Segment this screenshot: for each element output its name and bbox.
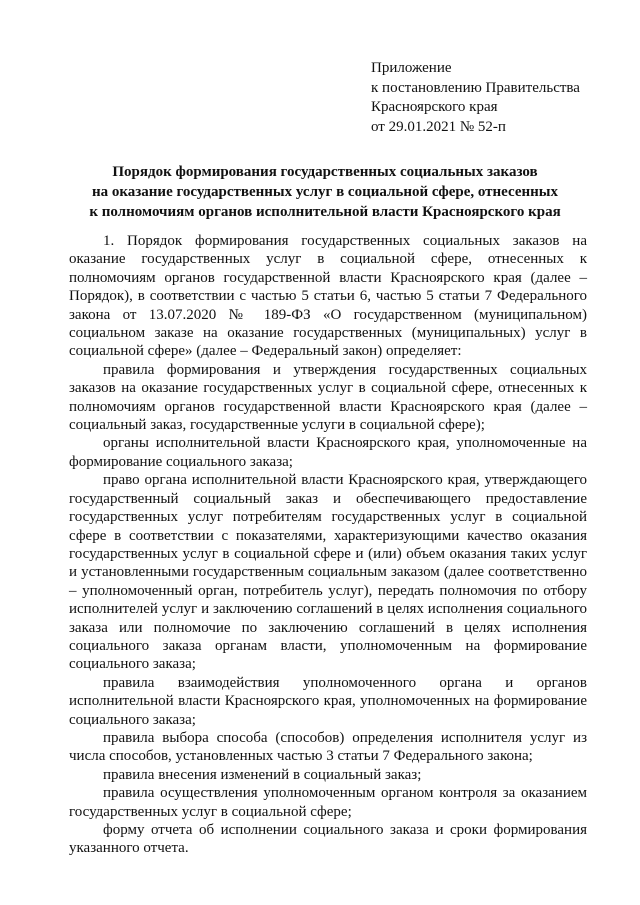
appendix-line-2: к постановлению Правительства xyxy=(371,79,580,96)
appendix-header xyxy=(371,59,621,137)
title-line-2: на оказание государственных услуг в социальной сфере, отнесенных xyxy=(91,184,559,200)
appendix-line-3: Красноярского края xyxy=(371,99,498,115)
paragraph-4: право органа исполнительной власти Красноярского края, утверждающего государственный социальный заказ и обеспечивающего предоставление государственных услуг потребителям государственных услуг в социальной сфере в соответствии с показателями, характеризующими качество оказания государственных услуг в социальной сфере и (или) объем оказания таких услуг и установленными государственным социальным заказом (далее соответственно – уполномоченный орган, потребитель услуг), передать полномочия по отбору исполнителей услуг и заключению соглашений в целях исполнения социального заказа или полномочие по заключению соглашений в целях исполнения социального заказа органам власти, уполномоченным на формирование социального заказа; xyxy=(69,472,587,673)
document-title xyxy=(60,162,590,222)
paragraph-5: правила взаимодействия уполномоченного органа и органов исполнительной власти Красноярского края, уполномоченных на формирование социального заказа; xyxy=(69,674,587,728)
appendix-line-1: Приложение xyxy=(371,60,452,76)
paragraph-1: 1. Порядок формирования государственных социальных заказов на оказание государственных услуг в социальной сфере, отнесенных к полномочиям органов государственной власти Красноярского края (далее – Порядок), в соответствии с частью 5 статьи 6, частью 5 статьи 7 Федерального закона от 13.07.2020 № 189-ФЗ «О государственном (муниципальном) социальном заказе на оказание государственных (муниципальных) услуг в социальной сфере» (далее – Федеральный закон) определяет: xyxy=(69,233,587,360)
paragraph-2: правила формирования и утверждения государственных социальных заказов на оказание государственных услуг в социальной сфере, отнесенных к полномочиям органов государственной власти Красноярского края (далее – социальный заказ, государственные услуги в социальной сфере); xyxy=(69,361,587,434)
title-line-1: Порядок формирования государственных социальных заказов xyxy=(112,164,538,180)
paragraph-8: правила осуществления уполномоченным органом контроля за оказанием государственных услуг в социальной сфере; xyxy=(69,785,587,820)
appendix-line-4: от 29.01.2021 № 52-п xyxy=(371,118,506,135)
title-line-3: к полномочиям органов исполнительной власти Красноярского края xyxy=(89,204,561,220)
paragraph-9: форму отчета об исполнении социального заказа и сроки формирования указанного отчета. xyxy=(69,822,587,857)
paragraph-3: органы исполнительной власти Красноярского края, уполномоченные на формирование социального заказа; xyxy=(69,435,587,470)
paragraph-7: правила внесения изменений в социальный заказ; xyxy=(103,766,422,783)
paragraph-6: правила выбора способа (способов) определения исполнителя услуг из числа способов, установленных частью 3 статьи 7 Федерального закона; xyxy=(69,729,587,765)
document-body xyxy=(69,232,587,858)
